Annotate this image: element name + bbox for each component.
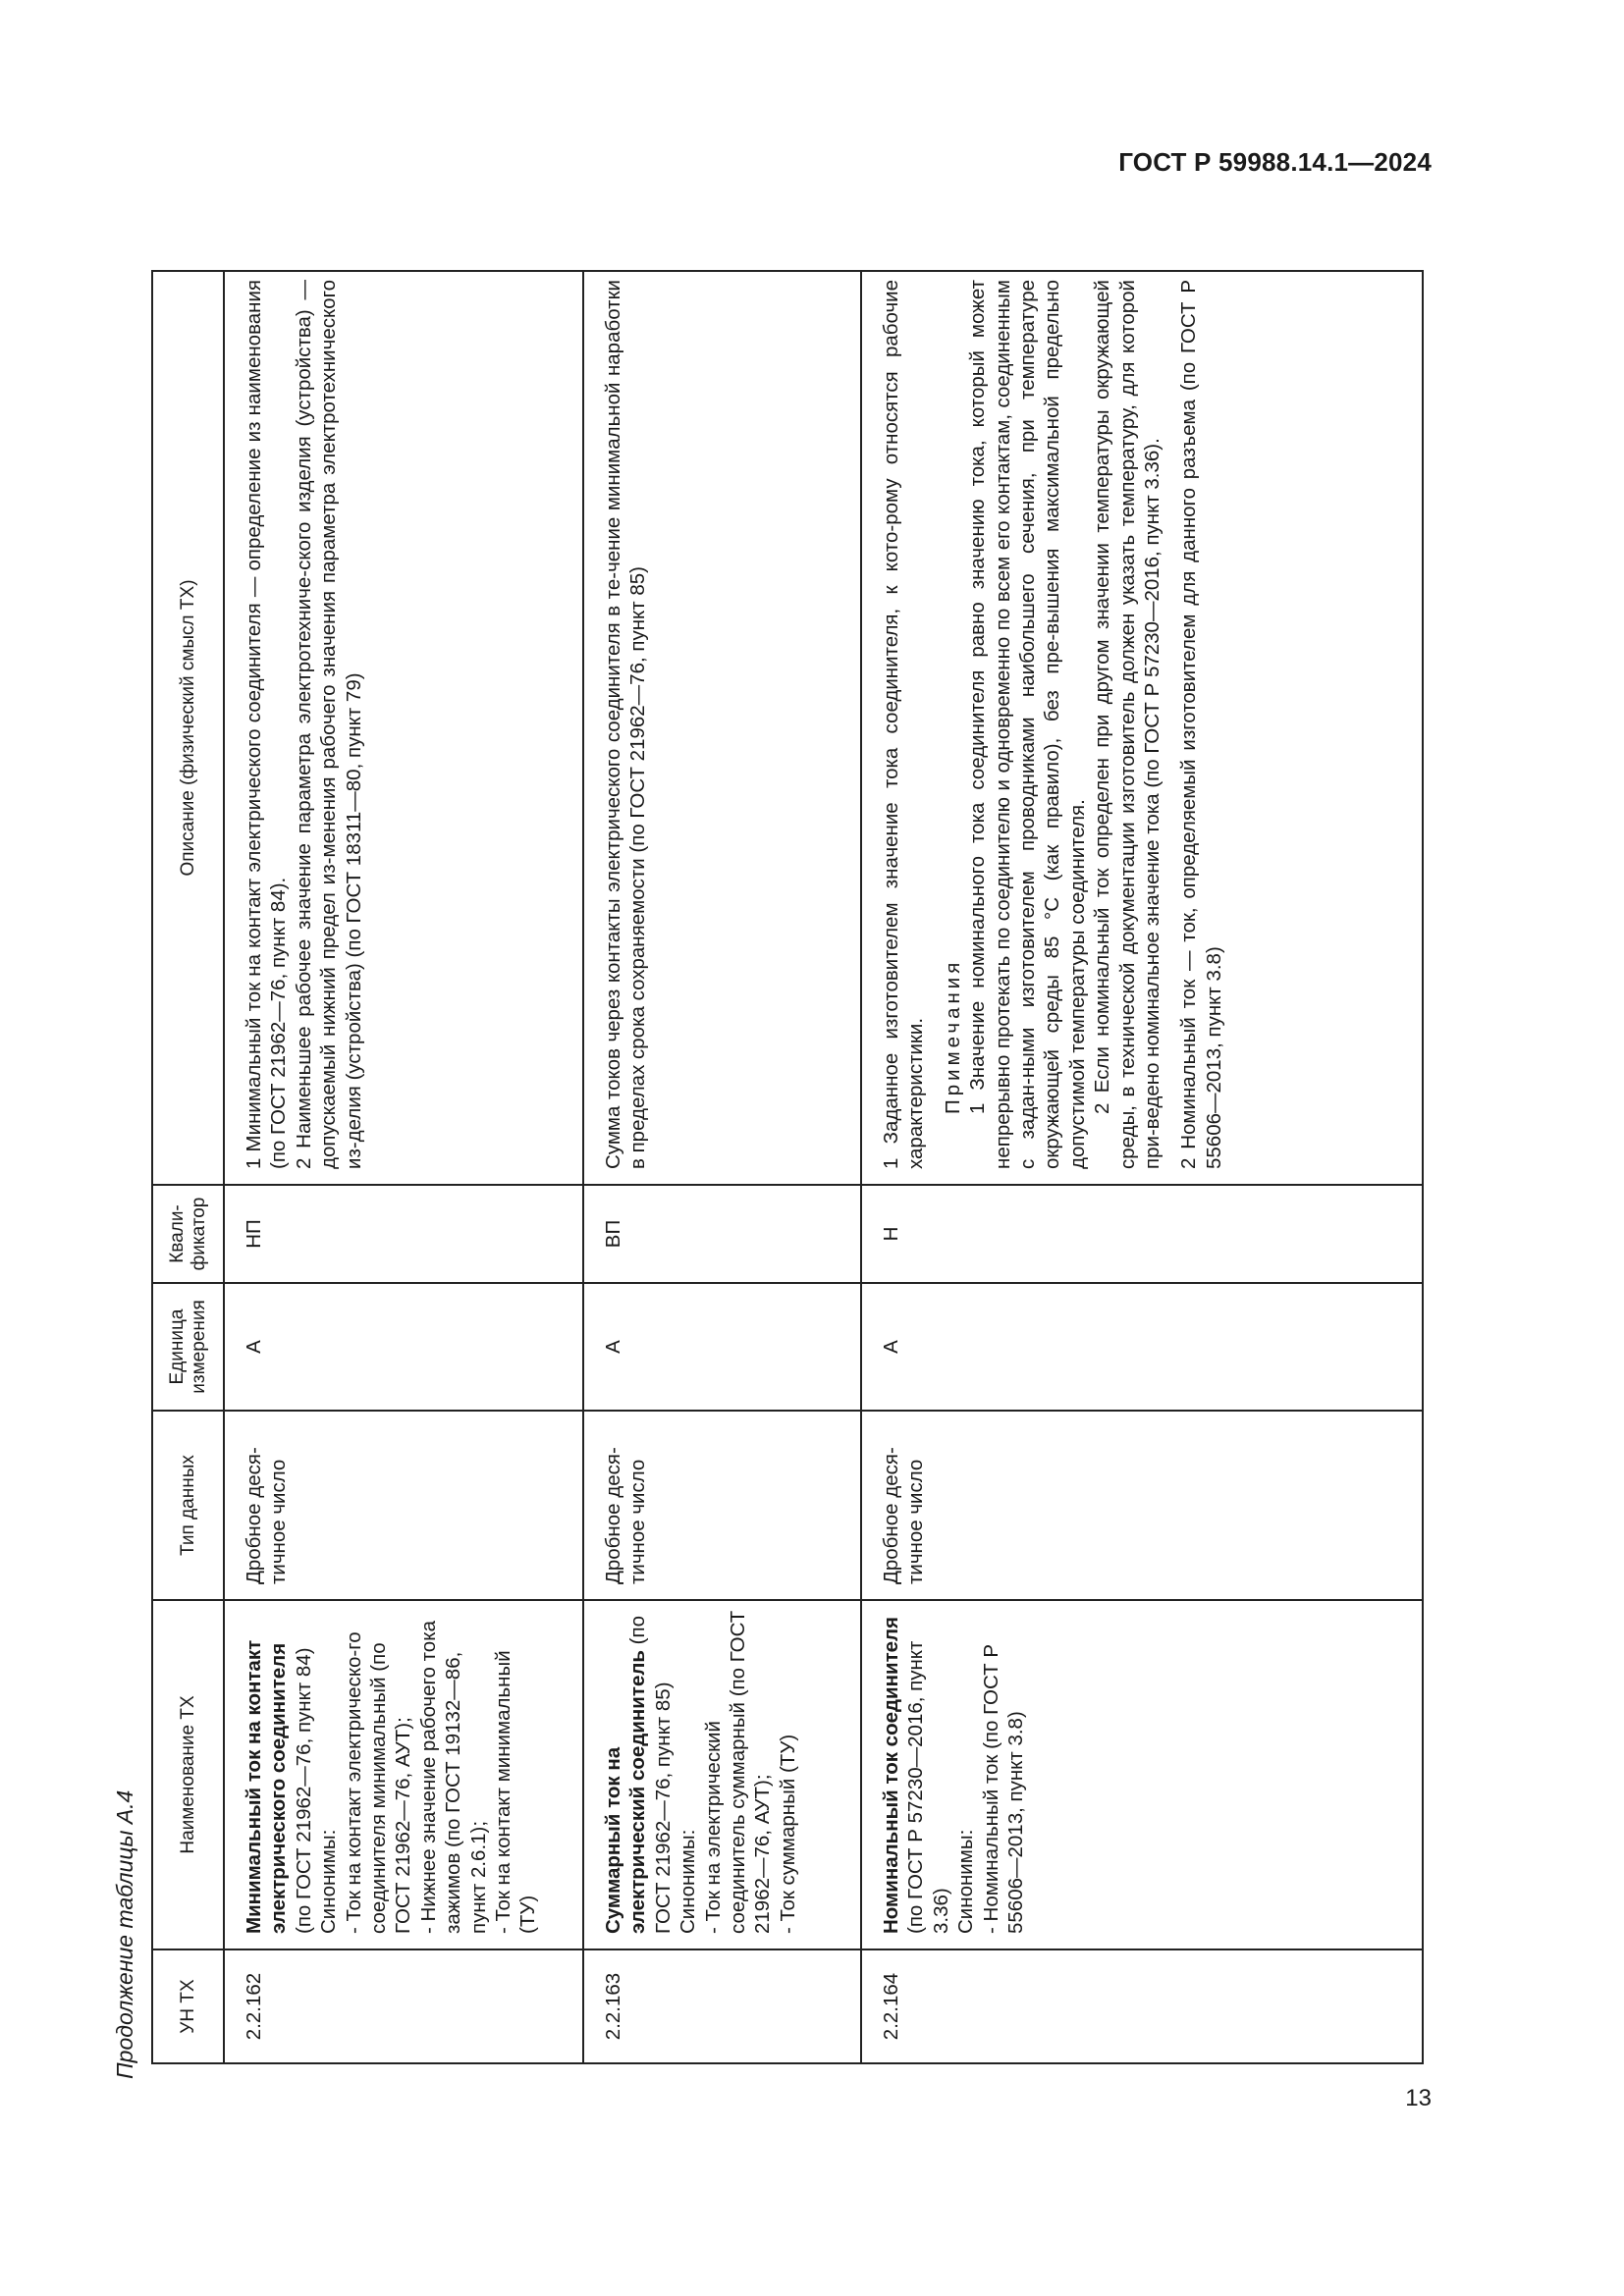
row-unit: А: [861, 1283, 1423, 1411]
notes-label: Примечания: [941, 958, 964, 1114]
column-header-qualifier: Квали-фикатор: [152, 1185, 224, 1283]
row-name-title: Номинальный ток соединителя: [880, 1616, 902, 1934]
row-name-source: (по ГОСТ 21962—76, пункт 84): [292, 1647, 315, 1934]
row-name: [861, 1600, 1423, 1949]
row-id: 2.2.162: [224, 1949, 583, 2063]
synonyms-label: Синонимы:: [954, 1829, 978, 1934]
row-description: [583, 271, 861, 1185]
table-row: [224, 271, 583, 2063]
row-unit: А: [224, 1283, 583, 1411]
synonym-item: - Номинальный ток (по ГОСТ Р 55606—2013, пункт 3.8): [979, 1644, 1028, 1934]
table-header-row: [152, 271, 224, 2063]
column-header-description: Описание (физический смысл ТХ): [152, 271, 224, 1185]
row-id: 2.2.163: [583, 1949, 861, 2063]
column-header-name: Наименование ТХ: [152, 1600, 224, 1949]
row-description: [224, 271, 583, 1185]
row-unit: А: [583, 1283, 861, 1411]
note-item: 1 Значение номинального тока соединителя равно значению тока, который может непрерывно протекать по соединителю и одновременно по всем его контактам, соединенным с задан-ными изготовителем проводниками наибольшего сечения, при температуре окружающей среды 85 °С (как правило), без пре-вышения максимальной предельно допустимой температуры соединителя.: [966, 280, 1089, 1169]
row-name-title: Минимальный ток на контакт электрического соединителя: [243, 1639, 291, 1934]
description-paragraph: Сумма токов через контакты электрического соединителя в те-чение минимальной наработки в пределах срока сохраняемости (по ГОСТ 21962—76, пункт 85): [602, 280, 650, 1169]
row-data-type: Дробное деся-тичное число: [583, 1411, 861, 1600]
row-name: [583, 1600, 861, 1949]
description-paragraph: 1 Минимальный ток на контакт электрического соединителя — определение из наименования (по ГОСТ 21962—76, пункт 84).: [243, 280, 291, 1169]
description-paragraph: 2 Наименьшее рабочее значение параметра электротехниче-ского изделия (устройства) — допускаемый нижний предел из-менения рабочего значения параметра электротехнического из-делия (устройства) (по ГОСТ 18311—80, пункт 79): [292, 280, 365, 1169]
synonyms-label: Синонимы:: [317, 1829, 341, 1934]
row-data-type: Дробное деся-тичное число: [224, 1411, 583, 1600]
synonyms-label: Синонимы:: [677, 1829, 700, 1934]
row-name: [224, 1600, 583, 1949]
table-row: [583, 271, 861, 2063]
row-qualifier: НП: [224, 1185, 583, 1283]
description-paragraph: 2 Номинальный ток — ток, определяемый изготовителем для данного разъема (по ГОСТ Р 55606—2013, пункт 3.8): [1177, 280, 1225, 1169]
synonym-item: - Ток на электрический соединитель суммарный (по ГОСТ 21962—76, АУТ);: [701, 1610, 775, 1934]
row-qualifier: Н: [861, 1185, 1423, 1283]
synonym-item: - Ток на контакт минимальный (ТУ): [492, 1650, 540, 1934]
page-number: 13: [1405, 2085, 1432, 2111]
row-data-type: Дробное деся-тичное число: [861, 1411, 1423, 1600]
row-id: 2.2.164: [861, 1949, 1423, 2063]
rotated-table-page: [103, 234, 1424, 2079]
table-row: [861, 271, 1423, 2063]
column-header-id: УН ТХ: [152, 1949, 224, 2063]
characteristics-table: [151, 270, 1424, 2064]
column-header-unit: Единица измерения: [152, 1283, 224, 1411]
table-caption: Продолжение таблицы А.4: [112, 1789, 137, 2079]
synonym-item: - Ток суммарный (ТУ): [776, 1734, 799, 1934]
synonym-item: - Ток на контакт электрическо-го соединителя минимальный (по ГОСТ 21962—76, АУТ);: [342, 1631, 415, 1934]
row-qualifier: ВП: [583, 1185, 861, 1283]
standard-designation: ГОСТ Р 59988.14.1—2024: [1118, 147, 1432, 177]
row-name-source: (по ГОСТ Р 57230—2016, пункт 3.36): [904, 1640, 952, 1934]
row-name-title: Суммарный ток на электрический соединитель: [602, 1650, 650, 1934]
description-paragraph: 1 Заданное изготовителем значение тока соединителя, к кото-рому относятся рабочие характеристики.: [880, 280, 928, 1169]
column-header-data-type: Тип данных: [152, 1411, 224, 1600]
row-description: [861, 271, 1423, 1185]
note-item: 2 Если номинальный ток определен при другом значении температуры окружающей среды, в технической документации изготовитель должен указать температуру, для которой при-ведено номинальное значение тока (по ГОСТ Р 57230—2016, пункт 3.36).: [1091, 280, 1164, 1169]
row-name-source: (по ГОСТ 21962—76, пункт 85): [626, 1615, 675, 1934]
synonym-item: - Нижнее значение рабочего тока зажимов (по ГОСТ 19132—86, пункт 2.6.1);: [416, 1620, 490, 1934]
